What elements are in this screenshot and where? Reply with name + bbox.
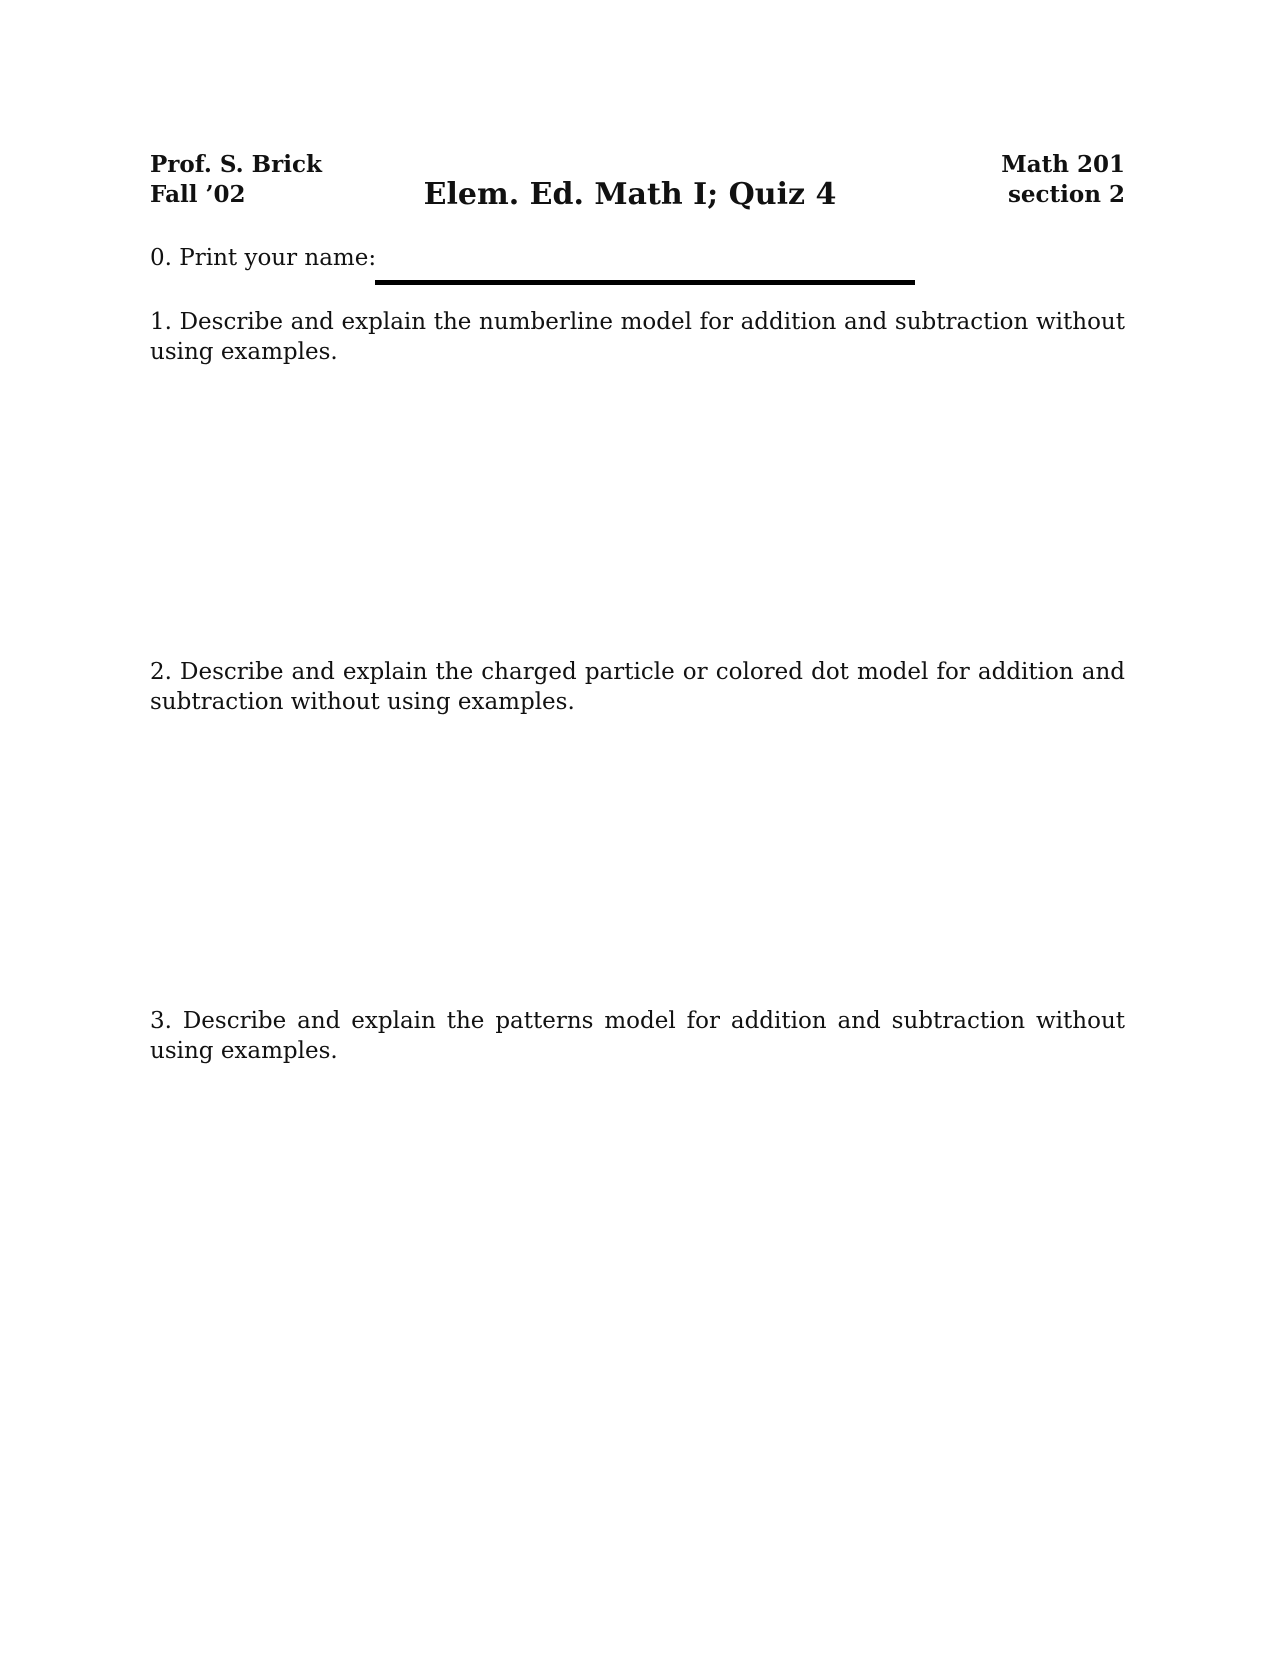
instructor-name: Prof. S. Brick xyxy=(150,151,322,178)
question-2: 2. Describe and explain the charged particle or colored dot model for addition and subtraction without using examples. xyxy=(150,659,1125,715)
term: Fall ’02 xyxy=(150,181,246,208)
name-prompt: 0. Print your name: xyxy=(150,245,377,271)
course-info xyxy=(1001,150,1125,210)
course-number: Math 201 xyxy=(1001,151,1125,178)
question-1: 1. Describe and explain the numberline model for addition and subtraction without using examples. xyxy=(150,309,1125,365)
instructor-info xyxy=(150,150,322,210)
question-3: 3. Describe and explain the patterns model for addition and subtraction without using examples. xyxy=(150,1008,1125,1064)
course-section: section 2 xyxy=(1007,181,1125,208)
page-title: Elem. Ed. Math I; Quiz 4 xyxy=(423,177,837,212)
name-answer-line[interactable] xyxy=(375,280,915,285)
